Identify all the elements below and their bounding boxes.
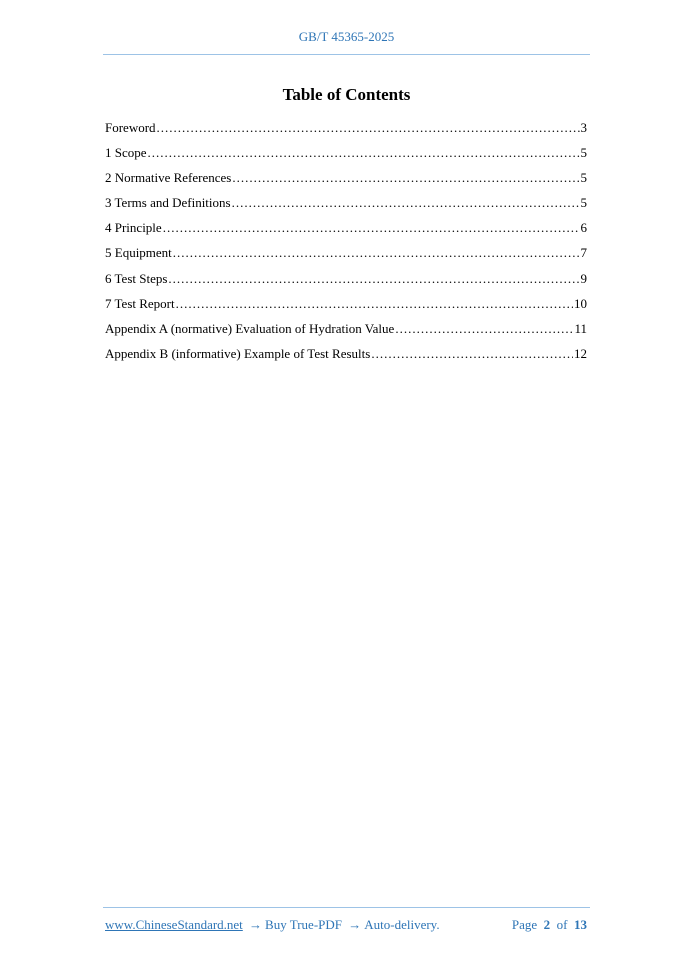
toc-entry-appendix-a[interactable]: [105, 321, 587, 346]
toc-entry-appendix-b[interactable]: [105, 346, 587, 371]
toc-entry-label: Foreword: [105, 120, 156, 135]
toc-entry-label: Appendix A (normative) Evaluation of Hydration Value: [105, 320, 395, 336]
toc-entry-label: 5 Equipment: [105, 245, 172, 261]
toc-entry-terms-definitions[interactable]: [105, 195, 587, 220]
toc-entry-foreword[interactable]: [105, 120, 587, 145]
dot-leader: [232, 195, 580, 211]
toc-entry-label: Appendix B (informative) Example of Test Results: [105, 345, 371, 361]
toc-entry-test-report[interactable]: [105, 296, 587, 321]
toc-entry-page: 11: [574, 320, 587, 336]
toc-title: Table of Contents: [282, 85, 411, 104]
dot-leader: [395, 321, 573, 337]
header-divider: [103, 54, 590, 55]
toc-entry-label: 7 Test Report: [105, 295, 175, 311]
footer-promo: [105, 917, 440, 933]
toc-entry-label: 1 Scope: [105, 145, 147, 161]
buy-true-pdf-text: Buy True-PDF: [265, 917, 342, 932]
toc-entry-label: 6 Test Steps: [105, 270, 168, 286]
dot-leader: [173, 245, 580, 261]
dot-leader: [168, 271, 579, 287]
toc-entry-page: 5: [580, 170, 587, 186]
toc-entry-label: 4 Principle: [105, 220, 162, 236]
toc-entry-test-steps[interactable]: [105, 271, 587, 296]
toc-entry-equipment[interactable]: [105, 245, 587, 270]
arrow-right-icon: →: [348, 917, 362, 932]
total-pages: 13: [574, 917, 587, 932]
toc-entry-page: 5: [580, 195, 587, 211]
dot-leader: [157, 120, 580, 136]
current-page: 2: [543, 917, 551, 932]
website-link[interactable]: www.ChineseStandard.net: [105, 917, 243, 932]
toc-entry-page: 12: [574, 345, 587, 361]
toc-entry-principle[interactable]: [105, 220, 587, 245]
dot-leader: [148, 145, 580, 161]
toc-entry-label: 2 Normative References: [105, 170, 232, 186]
footer-divider: [103, 907, 590, 908]
document-header-id: GB/T 45365-2025: [298, 29, 395, 44]
auto-delivery-text: Auto-delivery.: [364, 917, 440, 932]
toc-entry-page: 6: [580, 220, 587, 236]
dot-leader: [163, 220, 580, 236]
page-number: [512, 917, 587, 933]
page-footer: [105, 917, 587, 933]
toc-entry-label: 3 Terms and Definitions: [105, 195, 231, 211]
toc-entry-page: 3: [580, 120, 587, 135]
table-of-contents: [105, 120, 587, 371]
dot-leader: [232, 170, 579, 186]
toc-entry-scope[interactable]: [105, 145, 587, 170]
page-word: Page: [511, 917, 538, 932]
dot-leader: [176, 296, 573, 312]
dot-leader: [371, 346, 573, 362]
toc-entry-normative-references[interactable]: [105, 170, 587, 195]
arrow-right-icon: →: [249, 917, 263, 932]
of-word: of: [556, 917, 568, 932]
toc-entry-page: 9: [580, 270, 587, 286]
toc-entry-page: 7: [580, 245, 587, 261]
toc-entry-page: 10: [574, 295, 587, 311]
toc-entry-page: 5: [580, 145, 587, 161]
